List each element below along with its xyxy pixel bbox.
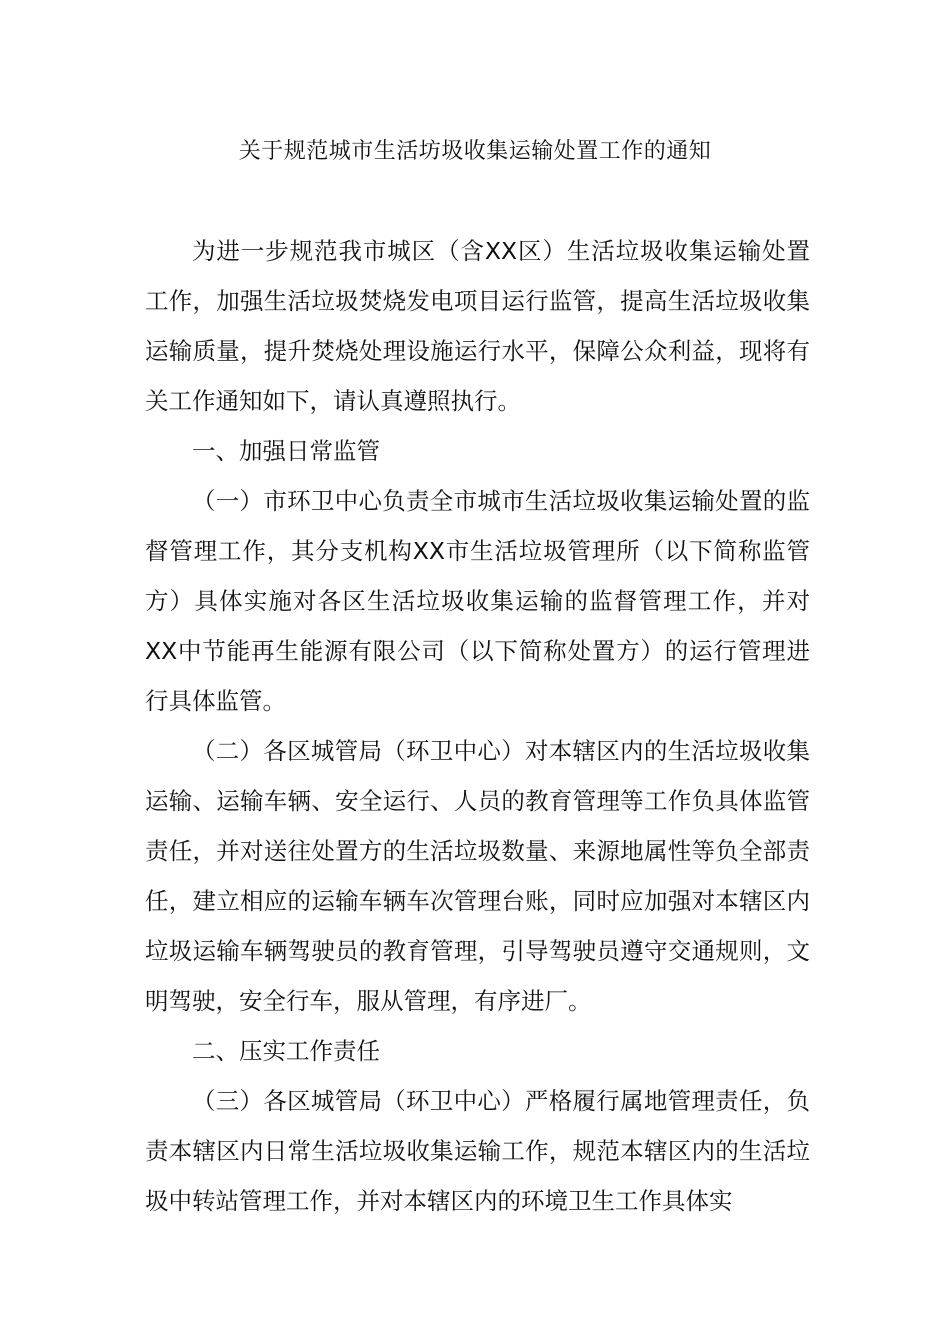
section-heading-2: 二、压实工作责任 [192,1037,380,1065]
clause-paragraph-1: （一）市环卫中心负责全市城市生活垃圾收集运输处置的监督管理工作，其分支机构XX市生活垃圾管理所（以下简称监管方）具体实施对各区生活垃圾收集运输的监督管理工作，并对XX中节能再生能源有限公司（以下简称处置方）的运行管理进行具体监管。 [145,487,810,715]
clause-paragraph-3: （三）各区城管局（环卫中心）严格履行属地管理责任，负责本辖区内日常生活垃圾收集运输工作，规范本辖区内的生活垃圾中转站管理工作，并对本辖区内的环境卫生工作具体实 [145,1087,810,1215]
clause-paragraph-2: （二）各区城管局（环卫中心）对本辖区内的生活垃圾收集运输、运输车辆、安全运行、人员的教育管理等工作负具体监管责任，并对送往处置方的生活垃圾数量、来源地属性等负全部责任，建立相应的运输车辆车次管理台账，同时应加强对本辖区内垃圾运输车辆驾驶员的教育管理，引导驾驶员遵守交通规则，文明驾驶，安全行车，服从管理，有序进厂。 [145,737,810,1015]
document-title: 关于规范城市生活坊圾收集运输处置工作的通知 [238,139,712,164]
section-heading-1: 一、加强日常监管 [192,437,380,465]
intro-paragraph: 为进一步规范我市城区（含XX区）生活垃圾收集运输处置工作，加强生活垃圾焚烧发电项目运行监管，提高生活垃圾收集运输质量，提升焚烧处理设施运行水平，保障公众利益，现将有关工作通知如下，请认真遵照执行。 [145,237,810,415]
document-body [145,226,810,1226]
